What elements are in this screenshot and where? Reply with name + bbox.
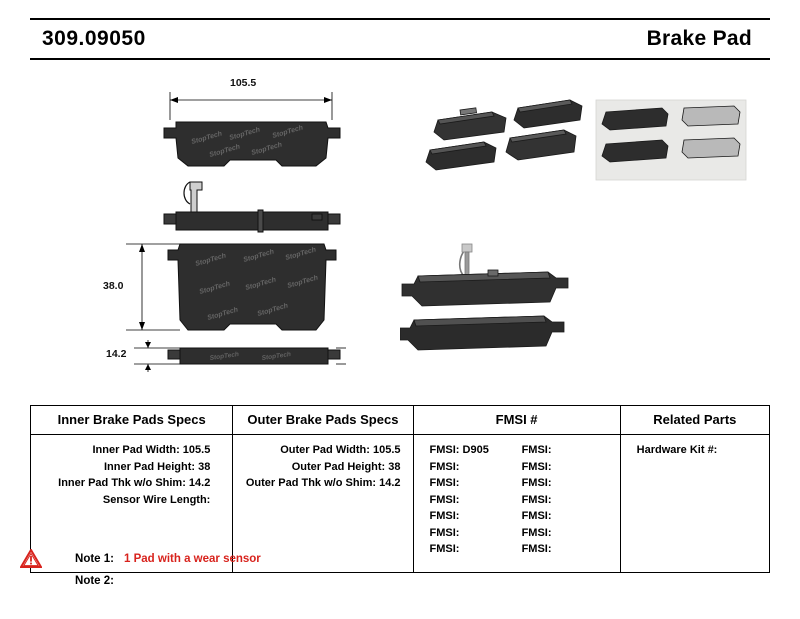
svg-text:StopTech: StopTech [242,248,275,264]
part-number: 309.09050 [42,27,146,50]
fmsi-entry: FMSI: [429,510,460,522]
svg-text:StopTech: StopTech [209,350,240,362]
fmsi-entry: FMSI: [521,493,552,506]
hardware-kit-number: Hardware Kit #: [636,444,718,456]
photo-shims [596,100,746,180]
fmsi-entry: FMSI: [521,543,552,555]
drawing-area [30,62,770,392]
note-1-label: Note 1: [75,553,114,565]
sensor-wire-length: Sensor Wire Length: [102,493,211,506]
svg-text:StopTech: StopTech [198,280,231,296]
svg-text:StopTech: StopTech [208,143,241,159]
related-parts-cell [620,435,769,573]
outer-pad-height: Outer Pad Height: 38 [291,460,401,473]
fmsi-entry: FMSI: [429,526,460,539]
fmsi-entry: FMSI: [521,477,552,489]
svg-text:StopTech: StopTech [206,306,239,322]
inner-pad-width: Inner Pad Width: 105.5 [92,444,211,456]
svg-text:StopTech: StopTech [190,130,223,146]
note-2-row [52,570,552,592]
warning-icon [20,549,42,568]
wear-sensor-clip [184,182,202,212]
note-2-label: Note 2: [75,575,114,587]
col-header-inner-specs: Inner Brake Pads Specs [31,406,233,435]
notes-section [52,548,552,592]
svg-text:StopTech: StopTech [256,302,289,318]
product-photos [400,62,760,392]
fmsi-entry: FMSI: [521,444,552,456]
technical-drawings [30,62,400,392]
svg-text:StopTech: StopTech [286,274,319,290]
fmsi-entry: FMSI: D905 [429,444,489,456]
width-dimension-label: 105.5 [230,77,257,89]
note-1-row [52,548,552,570]
svg-text:StopTech: StopTech [228,126,261,142]
outer-pad-width: Outer Pad Width: 105.5 [280,444,401,456]
svg-text:StopTech: StopTech [284,246,317,262]
pad-edge-tab [312,214,322,220]
svg-text:StopTech: StopTech [244,276,277,292]
note-1-value: 1 Pad with a wear sensor [124,553,261,565]
fmsi-column-right [522,442,614,558]
svg-text:StopTech: StopTech [250,141,283,157]
fmsi-entry: FMSI: [521,526,552,539]
svg-text:StopTech: StopTech [194,252,227,268]
inner-pad-height: Inner Pad Height: 38 [103,460,211,473]
fmsi-column-left [430,442,522,558]
fmsi-entry: FMSI: [521,460,552,473]
fmsi-entry: FMSI: [521,510,552,522]
fmsi-entry: FMSI: [429,477,460,489]
width-dimension-line [170,92,332,120]
fmsi-entry: FMSI: [429,460,460,473]
col-header-outer-specs: Outer Brake Pads Specs [233,406,413,435]
col-header-fmsi: FMSI # [413,406,620,435]
thickness-dimension-label: 14.2 [106,348,127,360]
inner-pad-thickness: Inner Pad Thk w/o Shim: 14.2 [58,477,211,489]
sheet-header [30,18,770,60]
fmsi-entry: FMSI: [429,493,460,506]
fmsi-entry: FMSI: [429,543,460,555]
svg-text:StopTech: StopTech [261,350,292,362]
specs-table-header-row [31,406,770,435]
pad-edge-view [164,210,340,232]
col-header-related-parts: Related Parts [620,406,769,435]
height-dimension-label: 38.0 [103,280,124,292]
photo-pads-angled [426,100,582,170]
pad-bottom-edge-view [168,348,340,364]
svg-text:StopTech: StopTech [271,124,304,140]
page-title: Brake Pad [646,27,752,50]
outer-pad-thickness: Outer Pad Thk w/o Shim: 14.2 [245,477,401,489]
photo-pads-face [400,244,568,350]
